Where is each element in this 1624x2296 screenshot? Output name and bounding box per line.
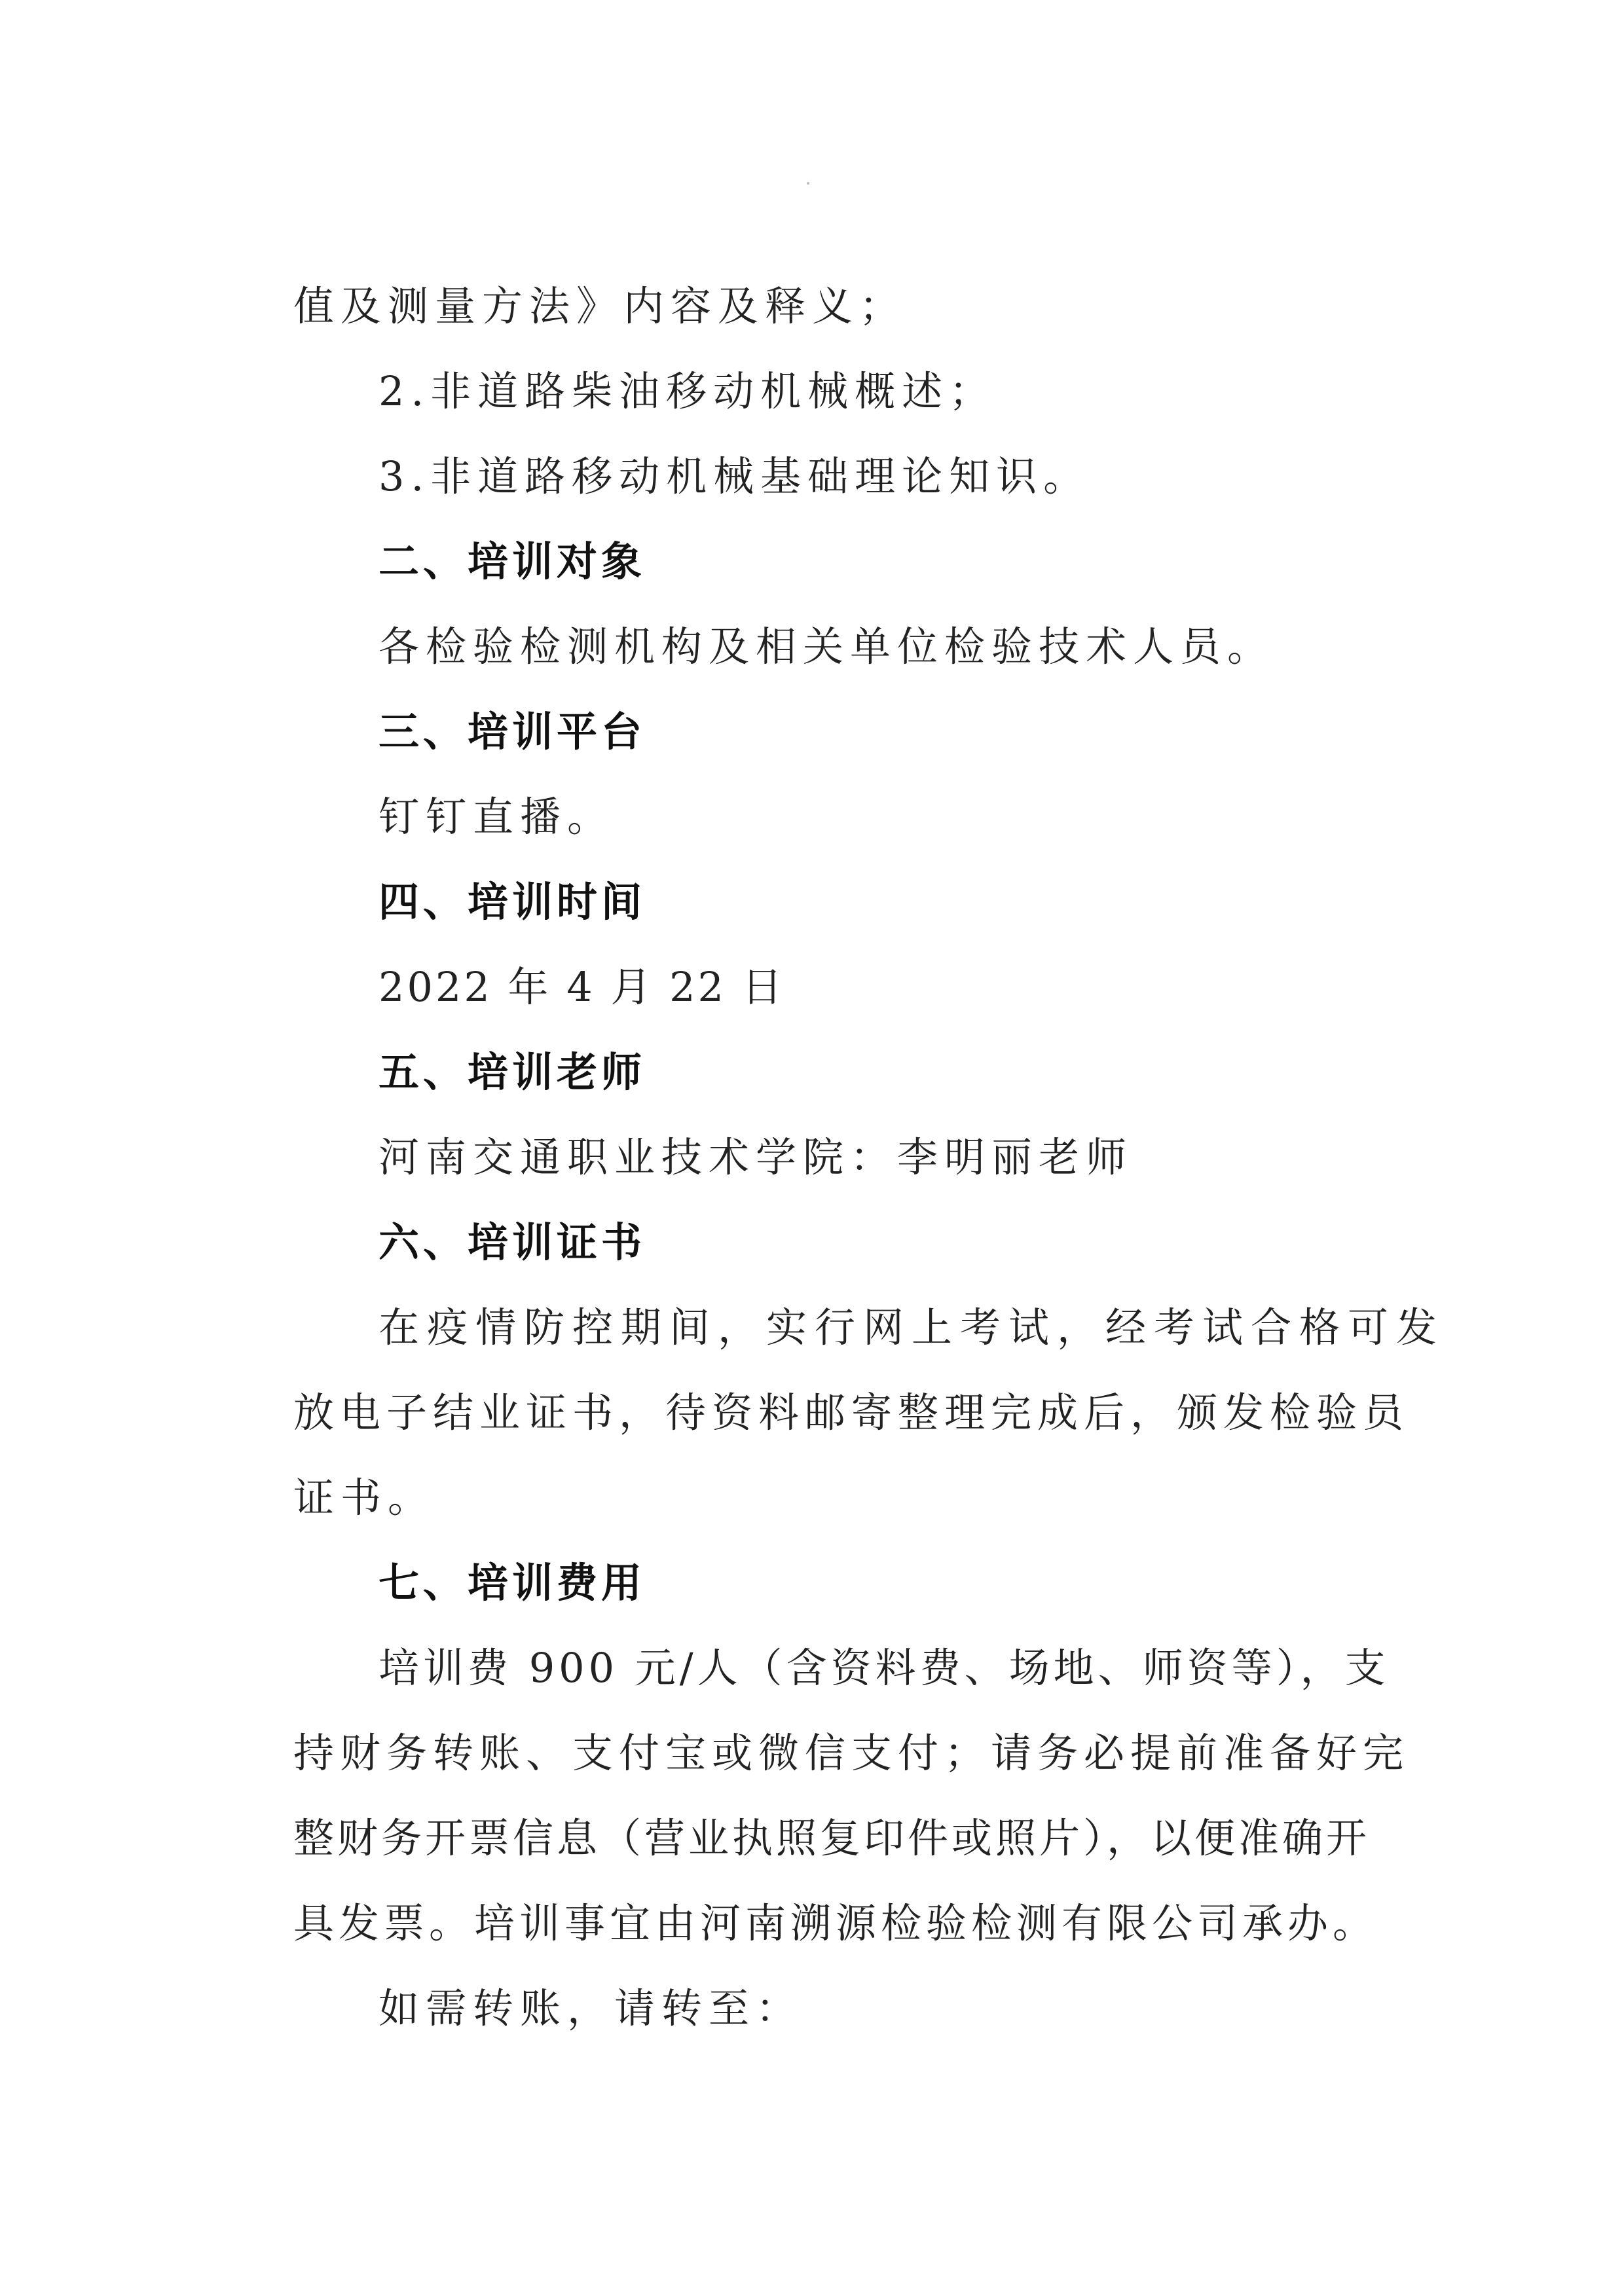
section-body-platform: 钉钉直播。 <box>378 793 615 841</box>
fee-para-line-2: 持财务转账、支付宝或微信支付；请务必提前准备好完 <box>293 1729 1410 1777</box>
certificate-para-line-1: 在疫情防控期间，实行网上考试，经考试合格可发 <box>378 1303 1445 1351</box>
fee-para-line-3: 整财务开票信息（营业执照复印件或照片），以便准确开 <box>293 1814 1371 1862</box>
section-body-time: 2022 年 4 月 22 日 <box>378 963 785 1011</box>
fee-para-line-4: 具发票。培训事宜由河南溯源检验检测有限公司承办。 <box>293 1899 1378 1947</box>
section-heading-certificate: 六、培训证书 <box>378 1218 646 1266</box>
section-heading-fee: 七、培训费用 <box>378 1559 646 1607</box>
section-heading-teacher: 五、培训老师 <box>378 1048 646 1096</box>
section-body-audience: 各检验检测机构及相关单位检验技术人员。 <box>378 623 1275 670</box>
section-heading-time: 四、培训时间 <box>378 878 646 926</box>
content-item-2: 2.非道路柴油移动机械概述； <box>378 367 997 415</box>
section-body-teacher: 河南交通职业技术学院：李明丽老师 <box>378 1133 1134 1181</box>
section-heading-audience: 二、培训对象 <box>378 538 646 585</box>
certificate-para-line-3: 证书。 <box>293 1474 435 1522</box>
content-line-1: 值及测量方法》内容及释义； <box>293 282 907 330</box>
fee-para-line-1: 培训费 900 元/人（含资料费、场地、师资等），支 <box>378 1644 1390 1692</box>
content-item-3: 3.非道路移动机械基础理论知识。 <box>378 452 1091 500</box>
fee-transfer-line: 如需转账，请转至： <box>378 1984 803 2032</box>
certificate-para-line-2: 放电子结业证书，待资料邮寄整理完成后，颁发检验员 <box>293 1389 1410 1436</box>
section-heading-platform: 三、培训平台 <box>378 708 646 756</box>
scan-speck <box>807 182 809 185</box>
